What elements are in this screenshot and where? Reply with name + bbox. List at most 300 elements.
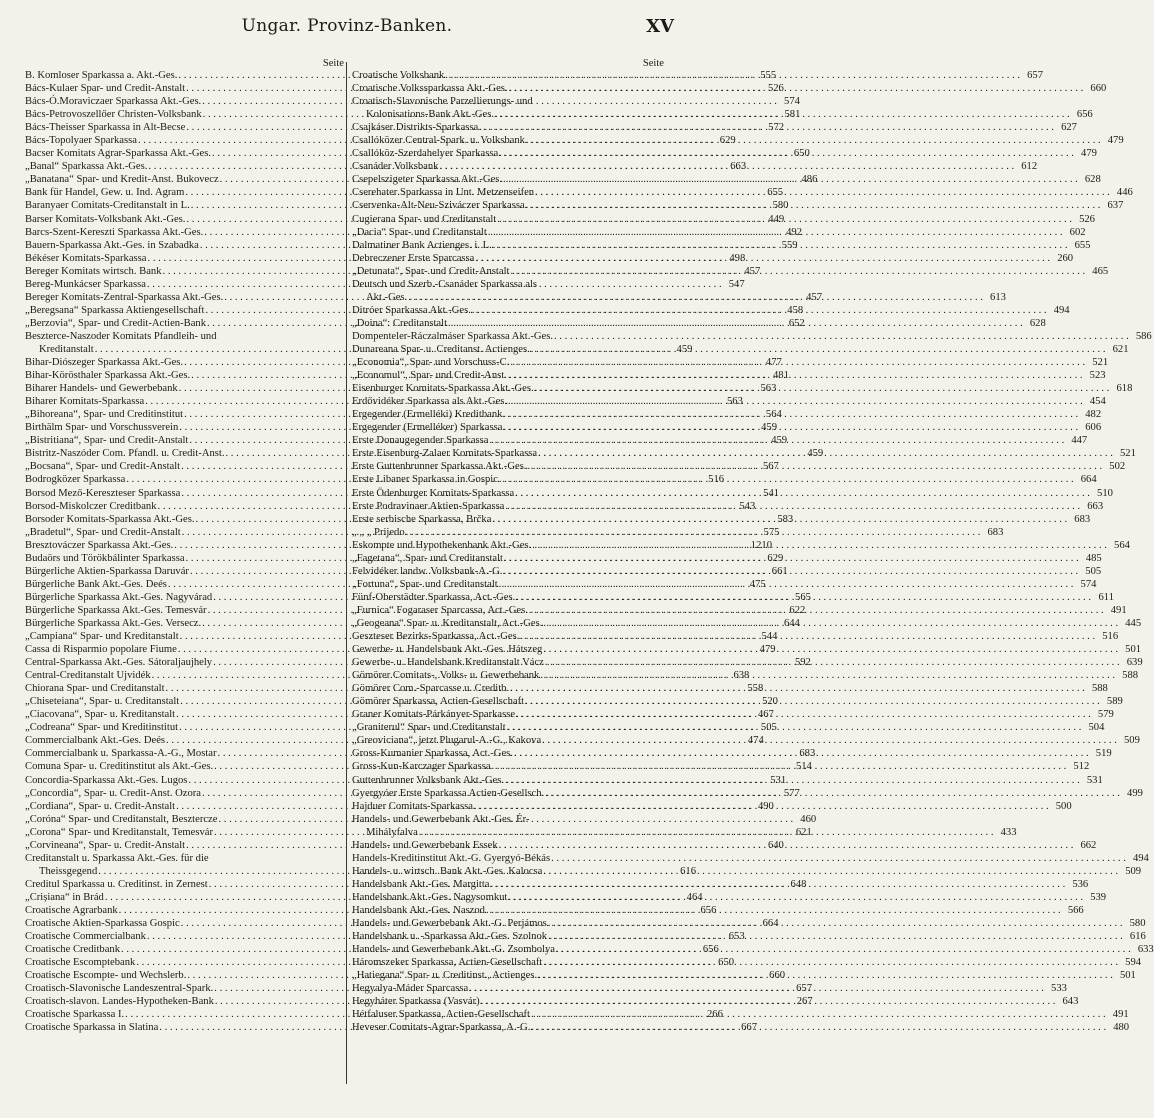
leader-dots: [472, 304, 1047, 317]
entry-name: Handelsbank Akt.-Ges. Margitta: [352, 878, 490, 890]
entry-name: Bács-Ó.Moraviczaer Sparkassa Akt.-Ges.: [25, 96, 202, 108]
entry-name: „Berzovia“, Spar- und Credit-Actien-Bank: [25, 317, 206, 329]
entry-name: „Corvineana“, Spar- u. Credit-Anstalt: [25, 839, 186, 851]
entry-page-number: 501: [1119, 970, 1136, 982]
entry-name: Handels- und Gewerbebank Akt.-Ges. Ér-: [352, 813, 530, 825]
entry-name: „Coróna“ Spar- und Creditanstalt, Besztercze: [25, 813, 218, 825]
leader-dots: [531, 1008, 1106, 1021]
entry-page-number: 621: [795, 826, 812, 838]
entry-page-number: 564: [1114, 539, 1130, 551]
entry-page-number: 564: [765, 409, 782, 421]
entry-page-number: 459: [807, 448, 824, 460]
leader-dots: [492, 513, 1067, 526]
entry-page-number: 633: [1137, 944, 1154, 956]
entry-page-number: 628: [1029, 317, 1046, 329]
entry-name: Budaörs und Törökbálinter Sparkassa: [25, 552, 185, 564]
entry-page-number: 516: [1102, 631, 1119, 643]
index-entry: [352, 330, 1152, 343]
entry-name: „Crișiana“ in Brád: [25, 891, 104, 903]
entry-page-number: 581: [784, 109, 801, 121]
entry-name: Handels-Kreditinstitut Akt.-G. Gyergyó-Békás: [352, 852, 551, 864]
leader-dots: [507, 721, 1082, 734]
entry-name: Handels- und Gewerbebank Akt.-G. Zsombolya: [352, 944, 555, 956]
entry-name: Eskompte und Hypothekenbank Akt.-Ges.: [352, 539, 532, 551]
entry-page-number: 661: [771, 565, 788, 577]
entry-page-number: 683: [1074, 513, 1091, 525]
leader-dots: [508, 395, 1083, 408]
entry-name: Bihar-Diószeger Sparkassa Akt.-Ges.: [25, 357, 184, 369]
entry-name: Birthälm Spar- und Vorschussverein: [25, 422, 179, 434]
leader-dots: [510, 356, 1085, 369]
entry-name: Cassa di Risparmio popolare Fiume: [25, 644, 177, 656]
entry-name: Erste Guttenbrunner Sparkassa Akt.-Ges.: [352, 461, 527, 473]
entry-name: Cserehater Sparkassa in Unt. Metzenseifen: [352, 187, 535, 199]
entry-name: Croatische Escomptebank: [25, 957, 136, 969]
entry-page-number: 509: [1125, 865, 1142, 877]
entry-name: Csepelszigeter Sparkassa Akt.-Ges.: [352, 174, 503, 186]
index-entry: [25, 330, 344, 343]
leader-dots: [492, 760, 1067, 773]
entry-page-number: 683: [987, 526, 1004, 538]
entry-page-number: 514: [795, 761, 812, 773]
leader-dots: [469, 982, 1044, 995]
entry-page-number: 1210: [750, 539, 772, 551]
entry-page-number: 663: [730, 161, 747, 173]
entry-page-number: 498: [729, 252, 746, 264]
entry-name: „Bradetul“, Spar- und Credit-Anstalt: [25, 526, 181, 538]
entry-page-number: 485: [1085, 552, 1102, 564]
entry-page-number: 480: [1113, 1022, 1130, 1034]
entry-page-number: 559: [781, 239, 798, 251]
entry-page-number: 567: [762, 461, 779, 473]
leader-dots: [520, 630, 1095, 643]
entry-name: B. Komloser Sparkassa a. Akt.-Ges.: [25, 70, 178, 81]
entry-page-number: 652: [788, 317, 805, 329]
entry-name: „Beregsana“ Sparkassa Aktiengesellschaft: [25, 304, 205, 316]
entry-page-number: 586: [1135, 330, 1152, 342]
entry-page-number: 667: [741, 1022, 757, 1034]
entry-name: Békéser Komitats-Sparkassa: [25, 252, 147, 264]
leader-dots: [448, 317, 1023, 330]
entry-page-number: 459: [761, 422, 778, 434]
entry-page-number: 491: [1110, 604, 1127, 616]
entry-name: Bereger Komitats wirtsch. Bank: [25, 265, 162, 277]
leader-dots: [406, 526, 981, 539]
entry-name: „Furnica“ Fogaraser Sparcassa, Act.-Ges.: [352, 604, 528, 616]
entry-name: Debreczener Erste Sparcassa: [352, 252, 475, 264]
entry-name: Croatische Volkssparkassa Akt.-Ges.: [352, 83, 508, 95]
entry-page-number: 594: [1125, 957, 1142, 969]
leader-dots: [527, 460, 1102, 473]
entry-page-number: 504: [1088, 722, 1105, 734]
entry-name: Creditanstalt u. Sparkassa Akt.-Ges. für die: [25, 852, 209, 864]
entry-page-number: 459: [771, 435, 788, 447]
entry-name: Heveser Comitats-Agrar-Sparkassa, A.-G.: [352, 1022, 531, 1034]
entry-page-number: 446: [1116, 187, 1133, 199]
entry-name: Eisenburger Komitats-Sparkassa Akt.-Ges.: [352, 383, 534, 395]
entry-name: Csallóköz-Szerdahelyer Sparkassa: [352, 148, 499, 160]
leader-dots: [551, 852, 1126, 865]
entry-page-number: 639: [1126, 657, 1143, 669]
entry-name: Ergegender (Ermelléki) Kreditbank: [352, 409, 503, 421]
entry-name: Gömörer Sparkassa, Actien-Gesellschaft: [352, 696, 525, 708]
entry-name: Dunareana Spar- u. Creditanst. Actienges.: [352, 343, 530, 355]
entry-name: Handelsbank Akt.-Ges. Nagysomkut: [352, 891, 508, 903]
entry-page-number: 543: [739, 500, 756, 512]
page-header: [0, 16, 694, 46]
entry-name: „Economia“, Spar- und Vorschuss-C.: [352, 357, 510, 369]
leader-dots: [499, 839, 1074, 852]
entry-page-number: 602: [1069, 226, 1086, 238]
entry-name: Theissgegend: [39, 865, 98, 877]
entry-name: Hegyháter Sparkassa (Vasvár): [352, 996, 480, 1008]
entry-name: Bács-Theisser Sparkassa in Alt-Becse: [25, 122, 186, 134]
entry-name: „ „ „ Prijedo: [352, 526, 405, 538]
entry-page-number: 457: [806, 291, 822, 303]
entry-name: Croatische Sparkassa I.: [25, 1009, 125, 1021]
entry-page-number: 612: [1021, 161, 1038, 173]
entry-name: „Bocsana“, Spar- und Credit-Anstalt: [25, 461, 181, 473]
entry-page-number: 565: [795, 591, 811, 603]
index-entry: [352, 774, 1103, 787]
entry-page-number: 664: [1080, 474, 1097, 486]
entry-name: Creditul Sparkassa u. Creditinst. in Zernest: [25, 878, 208, 890]
seite-label-right: Seite: [642, 58, 664, 69]
page-number: XV: [646, 16, 674, 37]
entry-page-number: 655: [1074, 239, 1091, 251]
entry-page-number: 509: [1123, 735, 1140, 747]
entry-page-number: 510: [1097, 487, 1113, 499]
entry-page-number: 683: [799, 748, 816, 760]
leader-dots: [538, 969, 1113, 982]
entry-page-number: 505: [1085, 565, 1102, 577]
entry-name: Croatische Aktien-Sparkassa Gospic: [25, 918, 180, 930]
entry-page-number: 501: [1125, 644, 1142, 656]
entry-name: Akt.-Ges.: [366, 291, 408, 303]
leader-dots: [514, 747, 1089, 760]
entry-name: Croatisch-slavon. Landes-Hypotheken-Bank: [25, 996, 214, 1008]
entry-name: Bács-Topolyaer Sparkassa: [25, 135, 137, 147]
entry-page-number: 499: [1127, 787, 1143, 799]
entry-page-number: 505: [760, 722, 777, 734]
entry-page-number: 662: [1080, 839, 1097, 851]
entry-page-number: 539: [1090, 891, 1107, 903]
entry-page-number: 583: [777, 513, 794, 525]
entry-name: „Detunata“, Spar- und Credit-Anstalt: [352, 265, 510, 277]
index-entry: [25, 291, 822, 304]
entry-name: „Banatana“ Spar- und Kredit-Anst. Bukovecz: [25, 174, 219, 186]
leader-dots: [488, 226, 1063, 239]
entry-name: Bodrogközer Sparkassa: [25, 474, 126, 486]
entry-page-number: 606: [1085, 422, 1102, 434]
index-entry: [25, 852, 344, 865]
index-entry: [352, 852, 1149, 865]
entry-name: Croatische Sparkassa in Slatina: [25, 1022, 159, 1034]
entry-page-number: 650: [718, 957, 735, 969]
entry-page-number: 628: [1084, 174, 1101, 186]
leader-dots: [445, 69, 1020, 82]
entry-page-number: 663: [1087, 500, 1104, 512]
entry-name: „Fagetana“, Spar- und Creditanstalt: [352, 552, 503, 564]
entry-name: Croatische Escompte- und Wechslerb.: [25, 970, 187, 982]
entry-page-number: 611: [1098, 591, 1114, 603]
entry-name: Handels- u. wirtsch. Bank Akt.-Ges. Kalocsa: [352, 865, 543, 877]
entry-page-number: 267: [796, 996, 813, 1008]
entry-page-number: 445: [1125, 617, 1142, 629]
entry-page-number: 516: [708, 474, 725, 486]
entry-name: Croatische Volksbank: [352, 70, 445, 81]
entry-page-number: 579: [1097, 709, 1114, 721]
entry-page-number: 660: [1090, 83, 1107, 95]
leader-dots: [510, 682, 1085, 695]
entry-name: Csajkáser Distrikts-Sparkassa: [352, 122, 479, 134]
entry-name: „Ciacovana“, Spar- u. Kreditanstalt: [25, 709, 176, 721]
leader-dots: [495, 108, 1070, 121]
seite-label-left: Seite: [322, 58, 344, 69]
leader-dots: [497, 213, 1072, 226]
leader-dots: [516, 591, 1091, 604]
leader-dots: [545, 656, 1120, 669]
entry-name: Borsod-Miskolczer Creditbank: [25, 500, 157, 512]
leader-dots: [556, 943, 1131, 956]
entry-page-number: 449: [768, 213, 785, 225]
entry-page-number: 475: [749, 578, 766, 590]
entry-page-number: 613: [990, 291, 1006, 303]
leader-dots: [529, 604, 1104, 617]
entry-name: Hétfaluser Sparkassa, Actien-Gesellschaft: [352, 1009, 530, 1021]
entry-page-number: 464: [686, 891, 703, 903]
entry-page-number: 541: [763, 487, 780, 499]
entry-page-number: 486: [801, 174, 818, 186]
entry-name: „Chiseteiana“, Spar- u. Creditanstalt: [25, 696, 180, 708]
entry-page-number: 660: [769, 970, 786, 982]
leader-dots: [543, 865, 1118, 878]
page-title: Ungar. Provinz-Banken.: [241, 16, 453, 36]
leader-dots: [503, 565, 1078, 578]
entry-page-number: 447: [1071, 435, 1088, 447]
entry-page-number: 627: [1061, 122, 1077, 134]
leader-dots: [503, 421, 1078, 434]
entry-name: „Economul“, Spar- und Credit-Anst.: [352, 370, 507, 382]
entry-page-number: 622: [789, 604, 806, 616]
leader-dots: [474, 800, 1049, 813]
entry-page-number: 656: [702, 944, 719, 956]
leader-dots: [510, 265, 1085, 278]
entry-name: „Geogeana“ Spar- u. Kreditanstalt, Act.-Ges.: [352, 617, 543, 629]
entry-name: Bacser Komitats Agrar-Sparkassa Akt.-Ges.: [25, 148, 212, 160]
entry-page-number: 566: [1067, 905, 1084, 916]
entry-name: Bürgerliche Bank Akt.-Ges. Deés: [25, 578, 167, 590]
entry-name: Bereg-Munkácser Sparkassa: [25, 278, 146, 290]
entry-page-number: 589: [1106, 696, 1123, 708]
entry-page-number: 481: [772, 370, 789, 382]
entry-name: Bauern-Sparkassa Akt.-Ges. in Szabadka: [25, 239, 199, 251]
leader-dots: [508, 369, 1083, 382]
entry-page-number: 491: [1112, 1009, 1129, 1021]
entry-name: Bereger Komitats-Zentral-Sparkassa Akt.-Ges.: [25, 291, 224, 303]
entry-name: Baranyaer Comitats-Creditanstalt in L.: [25, 200, 190, 212]
entry-name: „Concordia“, Spar- u. Credit-Anst. Ozora: [25, 787, 202, 799]
entry-name: Bürgerliche Sparkassa Akt.-Ges. Versecz.: [25, 617, 202, 629]
leader-dots: [439, 160, 1014, 173]
leader-dots: [531, 1021, 1106, 1034]
entry-name: „Greoviciana“, jetzt Plugarul-A.-G., Kakova: [352, 735, 542, 747]
leader-dots: [515, 487, 1090, 500]
entry-name: Fünf-Oberstädter Sparkassa, Act.-Ges.: [352, 591, 516, 603]
entry-name: Erdővidéker Sparkassa als Akt.-Ges.: [352, 396, 508, 408]
leader-dots: [540, 669, 1115, 682]
leader-dots: [543, 643, 1118, 656]
entry-name: Bürgerliche Sparkassa Akt.-Ges. Nagyvárad: [25, 591, 213, 603]
leader-dots: [486, 904, 1061, 917]
entry-name: Croatisch-Slavonische Parzellierungs- und: [352, 96, 533, 108]
leader-dots: [545, 787, 1120, 800]
leader-dots: [499, 578, 1074, 591]
entry-name: Felvidéker landw. Volksbank-A.-G.: [352, 565, 503, 577]
entry-name: Central-Creditanstalt Ujvidék: [25, 670, 151, 682]
entry-name: Cugierana Spar- und Creditanstalt: [352, 213, 497, 225]
entry-name: Gömörer Comitats-, Volks- u. Gewerbebank: [352, 670, 540, 682]
entry-name: Geszteser Bezirks-Sparkassa, Act.-Ges.: [352, 631, 520, 643]
entry-page-number: 533: [1051, 983, 1067, 995]
entry-name: „Codreana“ Spar- und Kreditinstitut: [25, 722, 179, 734]
entry-page-number: 563: [726, 396, 743, 408]
entry-page-number: 479: [1081, 148, 1097, 160]
entry-name: Gewerbe- u. Handelsbank Kreditanstalt Vácz: [352, 657, 544, 669]
entry-page-number: 454: [1089, 396, 1106, 408]
leader-dots: [491, 878, 1066, 891]
entry-name: Erste Libaner Sparkassa in Gospic: [352, 474, 498, 486]
entry-name: „Fortuna“, Spar- und Creditanstalt: [352, 578, 498, 590]
leader-dots: [509, 82, 1084, 95]
index-entry: [352, 278, 664, 291]
leader-dots: [535, 186, 1110, 199]
entry-name: Gömörer Com.-Sparcasse u. Creditb.: [352, 683, 510, 695]
entry-page-number: 588: [1122, 670, 1139, 682]
entry-name: Barcs-Szent-Kereszti Sparkassa Akt.-Ges.: [25, 226, 204, 238]
entry-page-number: 574: [1080, 578, 1097, 590]
entry-name: Erste serbische Sparkassa, Brčka: [352, 513, 492, 525]
entry-page-number: 637: [1107, 200, 1124, 212]
entry-page-number: 655: [767, 187, 784, 199]
leader-dots: [499, 473, 1074, 486]
entry-name: Dompenteler-Ráczalmáser Sparkassa Akt.-Ges.: [352, 330, 553, 342]
entry-page-number: 616: [1129, 931, 1146, 943]
leader-dots: [543, 617, 1118, 630]
entry-name: Gross-Kumanier Sparkassa, Act.-Ges.: [352, 748, 513, 760]
entry-name: Croatisch-Slavonische Landeszentral-Spark.: [25, 983, 214, 995]
entry-page-number: 629: [767, 552, 784, 564]
entry-page-number: 521: [1119, 448, 1136, 460]
entry-name: Beszterce-Naszoder Komitats Pfandleih- und: [25, 330, 217, 342]
entry-page-number: 656: [1076, 109, 1093, 121]
index-entry: [352, 95, 664, 108]
leader-dots: [481, 995, 1056, 1008]
entry-page-number: 477: [765, 357, 782, 369]
entry-name: Bács-Kulaer Spar- und Credit-Anstalt: [25, 83, 186, 95]
entry-name: Handelsbank u. -Sparkassa Akt.-Ges. Szolnok: [352, 931, 548, 943]
entry-name: Handelsbank Akt.-Ges. Naszod: [352, 905, 485, 916]
leader-dots: [499, 147, 1074, 160]
entry-page-number: 523: [1089, 370, 1106, 382]
leader-dots: [493, 239, 1068, 252]
entry-name: Ditróer Sparkassa Akt.-Ges.: [352, 304, 471, 316]
entry-page-number: 479: [759, 644, 776, 656]
entry-page-number: 618: [1116, 383, 1133, 395]
entry-name: „Bistritiana“, Spar- und Credit-Anstalt: [25, 435, 189, 447]
entry-name: Gewerbe- u. Handelsbank Akt.-Ges. Hátszeg: [352, 644, 543, 656]
entry-page-number: 547: [728, 278, 745, 290]
entry-page-number: 479: [1107, 135, 1124, 147]
entry-name: Bresztováczer Sparkassa Akt.-Ges.: [25, 539, 174, 551]
entry-page-number: 467: [757, 709, 774, 721]
entry-page-number: 531: [770, 774, 787, 786]
leader-dots: [531, 343, 1106, 356]
leader-dots: [503, 408, 1078, 421]
entry-name: Mihályfalva: [366, 826, 418, 838]
entry-page-number: 629: [719, 135, 736, 147]
entry-name: Bürgerliche Sparkassa Akt.-Ges. Temesvár: [25, 604, 207, 616]
entry-page-number: 657: [796, 983, 812, 995]
entry-page-number: 572: [768, 122, 785, 134]
entry-page-number: 474: [747, 735, 764, 747]
entry-page-number: 648: [790, 878, 807, 890]
entry-page-number: 520: [762, 696, 778, 708]
entry-page-number: 640: [767, 839, 784, 851]
entry-page-number: 656: [700, 905, 717, 916]
entry-page-number: 512: [1073, 761, 1090, 773]
entry-page-number: 558: [747, 683, 764, 695]
entry-page-number: 555: [760, 70, 777, 81]
entry-page-number: 458: [787, 304, 804, 316]
column-divider: [346, 62, 347, 1084]
entry-page-number: 643: [1062, 996, 1079, 1008]
entry-name: „Graniterul“ Spar- und Creditanstalt: [352, 722, 506, 734]
leader-dots: [504, 552, 1079, 565]
leader-dots: [490, 434, 1065, 447]
entry-name: Comuna Spar- u. Creditinstitut als Akt.-Ges.: [25, 761, 214, 773]
entry-name: Croatische Commercialbank: [25, 931, 146, 943]
entry-name: „Corona“ Spar- und Kreditanstalt, Temesvár: [25, 826, 214, 838]
entry-name: Kreditanstalt: [39, 343, 94, 355]
entry-page-number: 459: [676, 343, 693, 355]
leader-dots: [538, 447, 1113, 460]
entry-page-number: 664: [762, 918, 779, 930]
entry-name: Ergegender (Ermelléker) Sparkassa: [352, 422, 503, 434]
entry-page-number: 574: [784, 96, 800, 108]
entry-name: Commercialbank Akt.-Ges. Deés: [25, 735, 166, 747]
leader-dots: [505, 774, 1080, 787]
entry-name: Handels- und Gewerbebank Essek: [352, 839, 498, 851]
leader-dots: [535, 382, 1110, 395]
leader-dots: [526, 134, 1101, 147]
entry-name: „Bihoreana“, Spar- und Creditinstitut: [25, 409, 184, 421]
entry-page-number: 460: [800, 813, 817, 825]
leader-dots: [503, 173, 1078, 186]
entry-page-number: 588: [1091, 683, 1108, 695]
entry-page-number: 482: [1085, 409, 1102, 421]
entry-page-number: 644: [783, 617, 800, 629]
entry-name: Chiorana Spar- und Creditanstalt: [25, 683, 165, 695]
entry-page-number: 502: [1109, 461, 1126, 473]
entry-name: Csanáder Volksbank: [352, 161, 439, 173]
entry-page-number: 650: [793, 148, 810, 160]
leader-dots: [479, 121, 1054, 134]
entry-page-number: 526: [1079, 213, 1095, 225]
entry-page-number: 580: [772, 200, 789, 212]
entry-name: Hajduer Comitats-Sparkassa: [352, 800, 473, 812]
entry-page-number: 492: [786, 226, 802, 238]
